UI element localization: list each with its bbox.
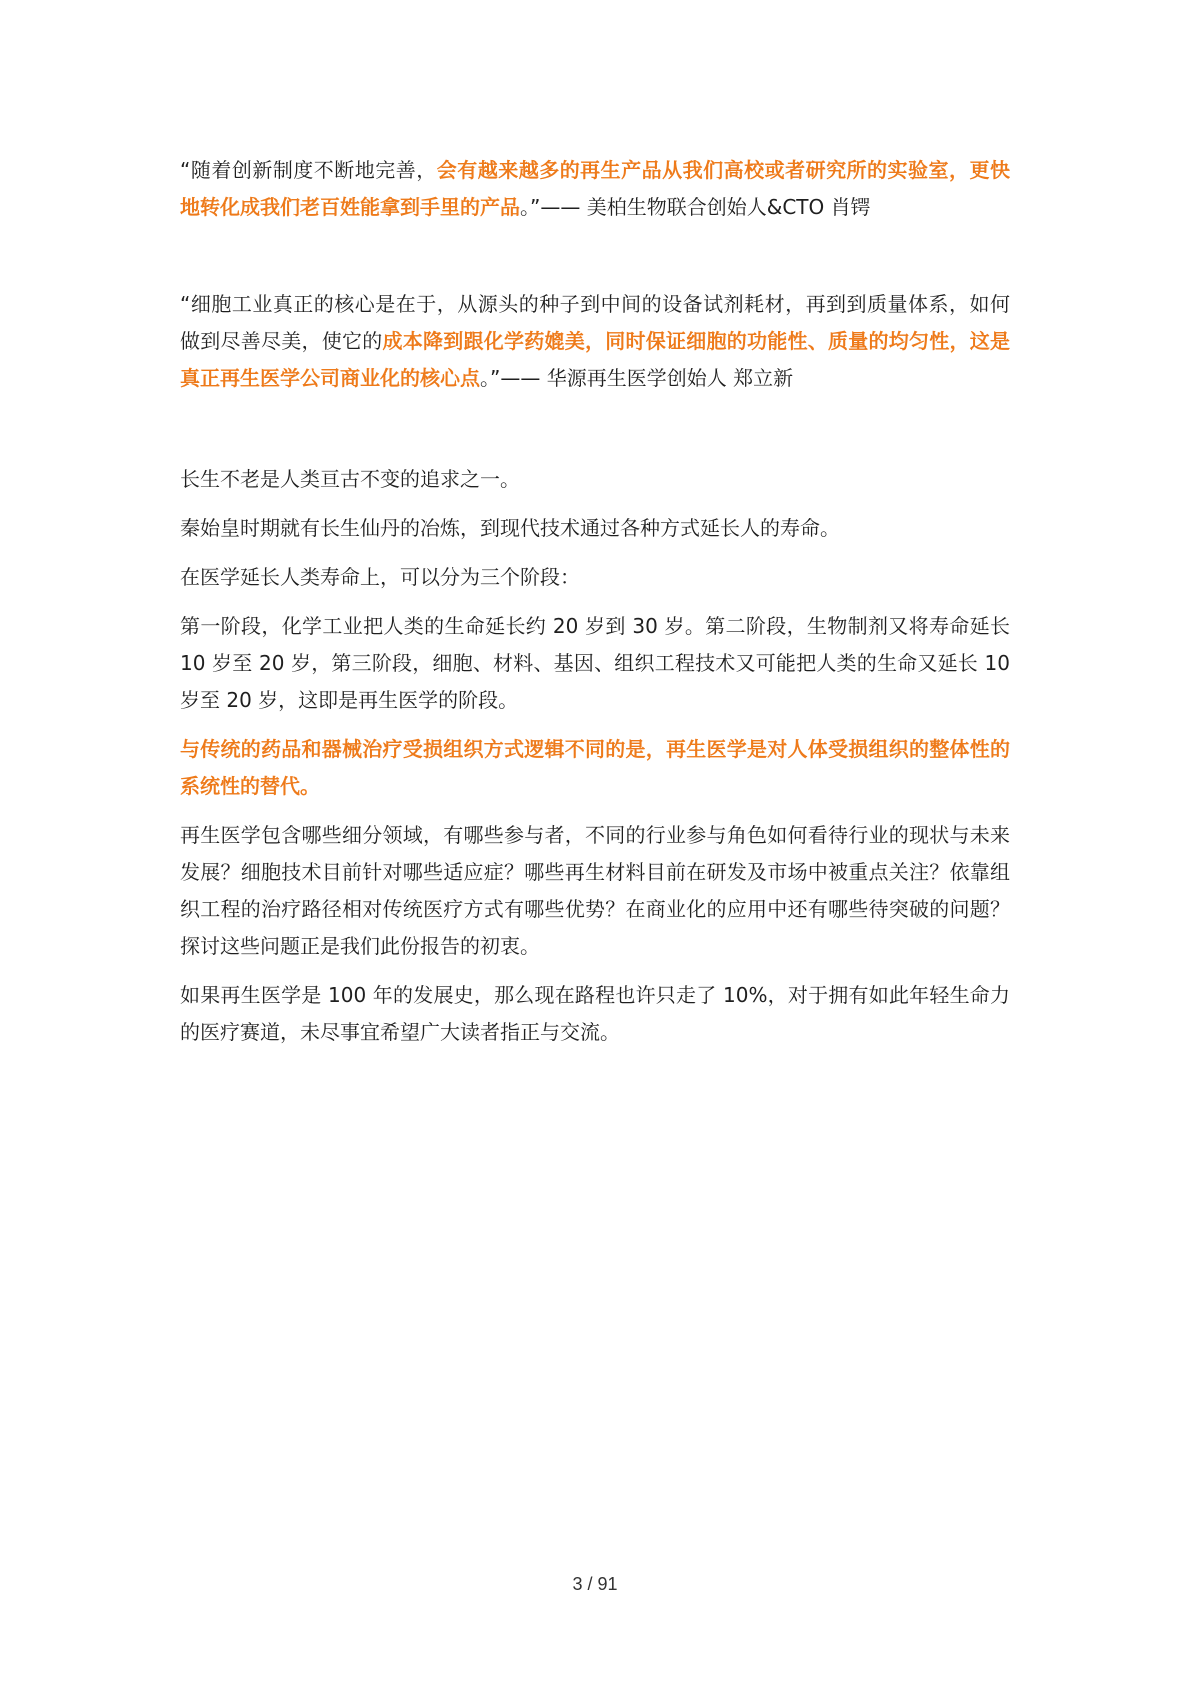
body-paragraph-7: 如果再生医学是 100 年的发展史，那么现在路程也许只走了 10%，对于拥有如此年轻生命力的医疗赛道，未尽事宜希望广大读者指正与交流。 [180,983,1010,1044]
document-content [180,152,1010,1051]
quote-2-highlight: 成本降到跟化学药媲美，同时保证细胞的功能性、质量的均匀性，这是真正再生医学公司商业化的核心点 [180,329,1010,390]
body-paragraph-1: 长生不老是人类亘古不变的追求之一。 [180,467,520,491]
quote-2-post: 。”—— 华源再生医学创始人 郑立新 [480,366,794,390]
spacer [180,805,1010,817]
spacer [180,226,1010,286]
body-paragraph-3: 在医学延长人类寿命上，可以分为三个阶段： [180,565,580,589]
body-paragraph-2: 秦始皇时期就有长生仙丹的冶炼，到现代技术通过各种方式延长人的寿命。 [180,516,840,540]
spacer [180,719,1010,731]
quote-1-highlight: 会有越来越多的再生产品从我们高校或者研究所的实验室，更快地转化成我们老百姓能拿到手里的产品 [180,158,1010,219]
spacer [180,397,1010,461]
quote-1-post: 。”—— 美柏生物联合创始人&CTO 肖锷 [520,195,871,219]
quote-1 [180,152,1010,226]
page-number: 3 / 91 [572,1574,618,1594]
quote-1-pre: “随着创新制度不断地完善， [180,158,437,182]
spacer [180,498,1010,510]
body-paragraph-highlight: 与传统的药品和器械治疗受损组织方式逻辑不同的是，再生医学是对人体受损组织的整体性的系统性的替代。 [180,737,1010,798]
spacer [180,965,1010,977]
spacer [180,547,1010,559]
body-paragraph-4: 第一阶段，化学工业把人类的生命延长约 20 岁到 30 岁。第二阶段，生物制剂又将寿命延长 10 岁至 20 岁，第三阶段，细胞、材料、基因、组织工程技术又可能把人类的生命又延长 10 岁至 20 岁，这即是再生医学的阶段。 [180,614,1010,712]
body-paragraph-6: 再生医学包含哪些细分领域，有哪些参与者，不同的行业参与角色如何看待行业的现状与未来发展？细胞技术目前针对哪些适应症？哪些再生材料目前在研发及市场中被重点关注？依靠组织工程的治疗路径相对传统医疗方式有哪些优势？在商业化的应用中还有哪些待突破的问题？探讨这些问题正是我们此份报告的初衷。 [180,823,1010,958]
spacer [180,596,1010,608]
quote-2 [180,286,1010,397]
quote-2-pre: “细胞工业真正的核心是在于，从源头的种子到中间的设备试剂耗材，再到到质量体系，如何做到尽善尽美，使它的 [180,292,1010,353]
